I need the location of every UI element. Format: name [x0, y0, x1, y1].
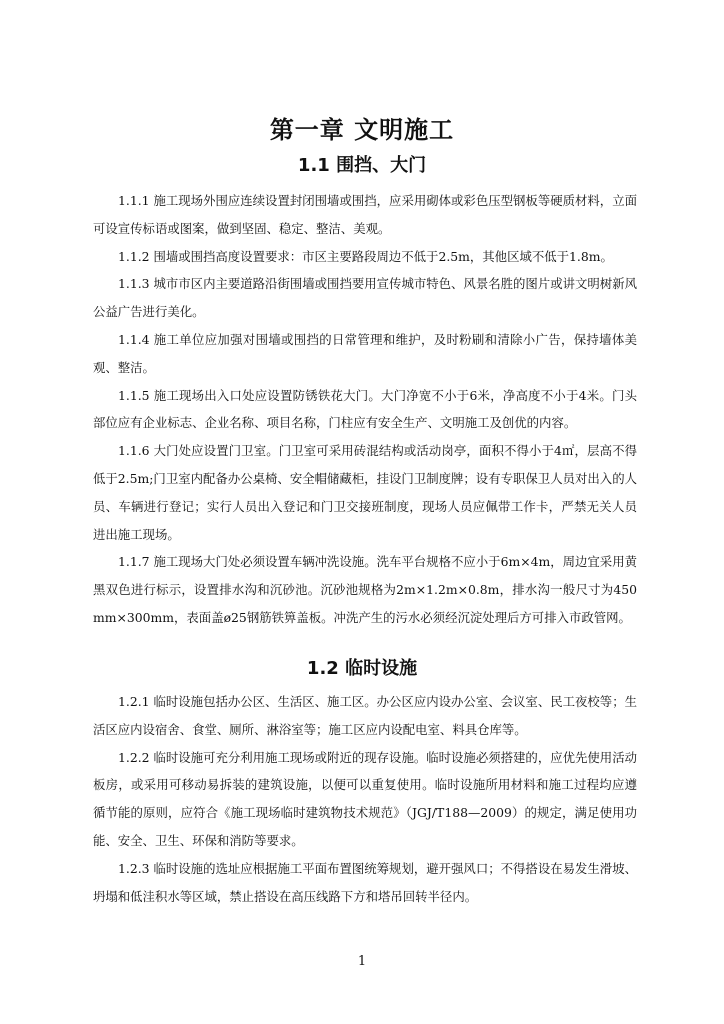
paragraph-1-2-3: 1.2.3 临时设施的选址应根据施工平面布置图统筹规划，避开强风口；不得搭设在易发生滑坡、坍塌和低洼积水等区域，禁止搭设在高压线路下方和塔吊回转半径内。 [93, 860, 637, 904]
paragraph-1-1-7: 1.1.7 施工现场大门处必须设置车辆冲洗设施。洗车平台规格不应小于6m×4m，周边宜采用黄黑双色进行标示，设置排水沟和沉砂池。沉砂池规格为2m×1.2m×0.8m，排水沟一般尺寸为450mm×300mm，表面盖ø25钢筋铁箅盖板。冲洗产生的污水必须经沉淀处理后方可排入市政管网。 [93, 554, 637, 625]
paragraph-1-2-1: 1.2.1 临时设施包括办公区、生活区、施工区。办公区应内设办公室、会议室、民工夜校等；生活区应内设宿舍、食堂、厕所、淋浴室等；施工区应内设配电室、料具仓库等。 [93, 694, 637, 737]
paragraph-1-1-6: 1.1.6 大门处应设置门卫室。门卫室可采用砖混结构或活动岗亭，面积不得小于4㎡，层高不得低于2.5m;门卫室内配备办公桌椅、安全帽储藏柜，挂设门卫制度牌；设有专职保卫人员对出入的人员、车辆进行登记；实行人员出入登记和门卫交接班制度，现场人员应佩带工作卡，严禁无关人员进出施工现场。 [93, 443, 637, 542]
section-title-1-1: 1.1 围挡、大门 [297, 155, 427, 176]
paragraph-1-1-5: 1.1.5 施工现场出入口处应设置防锈铁花大门。大门净宽不小于6米，净高度不小于4米。门头部位应有企业标志、企业名称、项目名称，门柱应有安全生产、文明施工及创优的内容。 [93, 387, 637, 431]
paragraph-1-2-2: 1.2.2 临时设施可充分利用施工现场或附近的现存设施。临时设施必须搭建的，应优先使用活动板房，或采用可移动易拆装的建筑设施，以便可以重复使用。临时设施所用材料和施工过程均应遵循节能的原则，应符合《施工现场临时建筑物技术规范》（JGJ/T188—2009）的规定，满足使用功能、安全、卫生、环保和消防等要求。 [93, 749, 637, 848]
section-title-1-2: 1.2 临时设施 [306, 658, 418, 679]
paragraph-1-1-4: 1.1.4 施工单位应加强对围墙或围挡的日常管理和维护，及时粉刷和清除小广告，保持墙体美观、整洁。 [93, 331, 637, 375]
page-number: 1 [357, 954, 367, 969]
paragraph-1-1-3: 1.1.3 城市市区内主要道路沿街围墙或围挡要用宣传城市特色、风景名胜的图片或讲文明树新风公益广告进行美化。 [93, 276, 637, 320]
chapter-title: 第一章 文明施工 [269, 116, 455, 144]
paragraph-1-1-1: 1.1.1 施工现场外围应连续设置封闭围墙或围挡，应采用砌体或彩色压型钢板等硬质材料，立面可设宣传标语或图案，做到坚固、稳定、整洁、美观。 [93, 193, 637, 236]
section-1-2-body [93, 688, 637, 910]
paragraph-1-1-2: 1.1.2 围墙或围挡高度设置要求：市区主要路段周边不低于2.5m，其他区域不低于1.8m。 [118, 248, 613, 264]
section-1-1-body [93, 187, 637, 632]
